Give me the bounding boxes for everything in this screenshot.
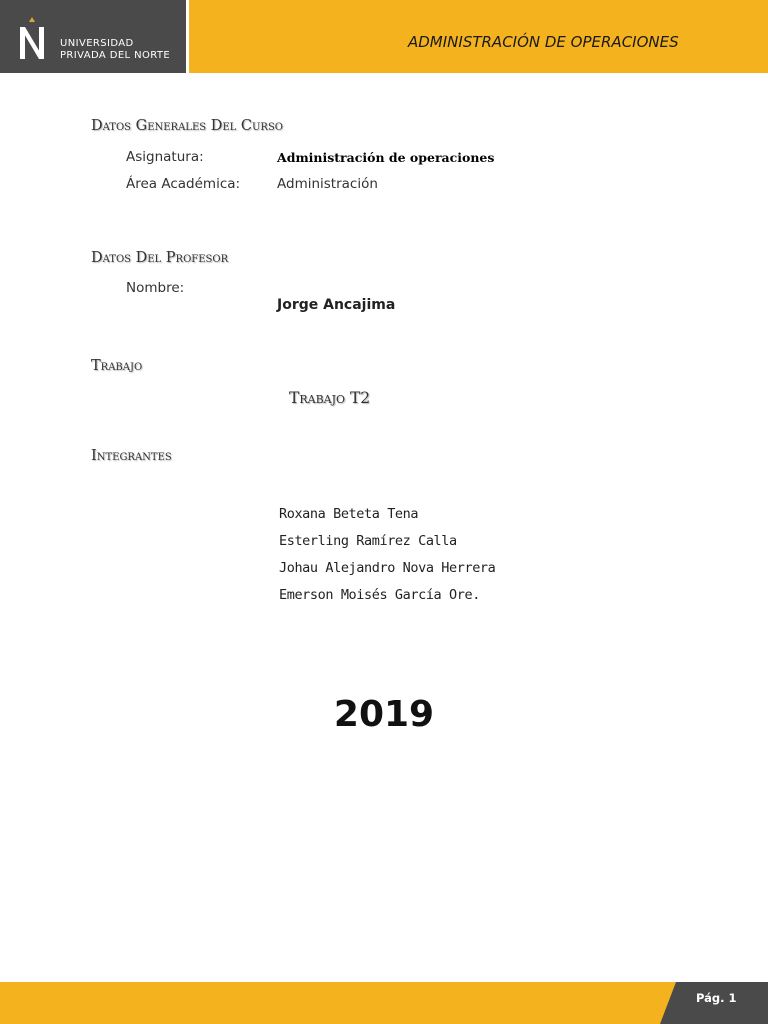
logo-line-1: UNIVERSIDAD — [60, 38, 134, 49]
document-header-title: ADMINISTRACIÓN DE OPERACIONES — [408, 33, 679, 51]
logo-line-2: PRIVADA DEL NORTE — [60, 50, 171, 61]
subject-value: Administración de operaciones — [277, 150, 495, 165]
page-header — [0, 0, 768, 73]
member-item: Johau Alejandro Nova Herrera — [279, 560, 496, 576]
document-year: 2019 — [333, 694, 435, 735]
members-section-heading: Integrantes — [91, 448, 172, 464]
work-name: Trabajo T2 — [289, 389, 371, 407]
professor-name-value: Jorge Ancajima — [277, 297, 396, 313]
area-label: Área Académica: — [126, 176, 241, 192]
subject-label: Asignatura: — [126, 149, 204, 165]
professor-name-label: Nombre: — [126, 280, 185, 296]
course-section-heading: Datos Generales Del Curso — [91, 118, 283, 134]
page-footer — [0, 982, 768, 1024]
university-logo — [0, 0, 189, 73]
page-number: Pág. 1 — [696, 991, 737, 1005]
work-section-heading: Trabajo — [91, 358, 143, 374]
area-value: Administración — [277, 176, 378, 192]
logo-n-icon — [15, 17, 49, 61]
professor-section-heading: Datos Del Profesor — [91, 250, 229, 266]
members-list — [279, 505, 495, 613]
member-item: Roxana Beteta Tena — [279, 506, 419, 522]
logo-wordmark — [60, 38, 170, 62]
member-item: Esterling Ramírez Calla — [279, 533, 457, 549]
member-item: Emerson Moisés García Ore. — [279, 587, 480, 603]
